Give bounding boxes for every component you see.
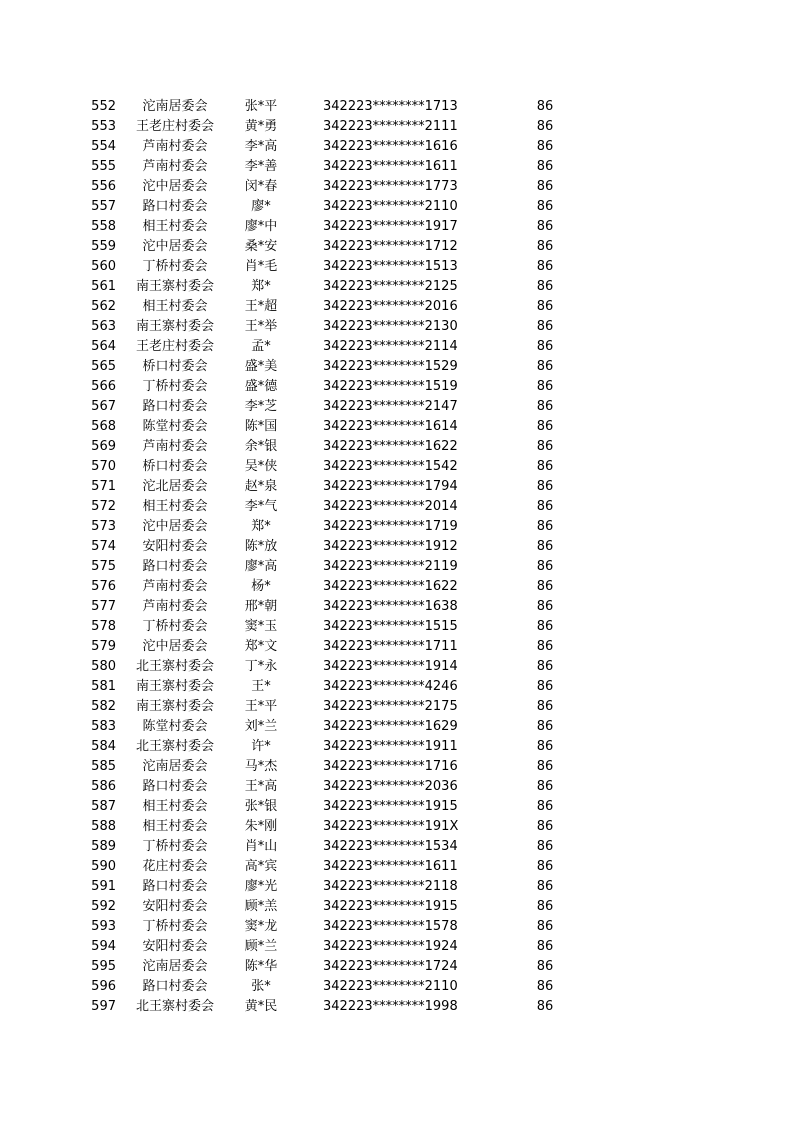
- unit-name: 芦南村委会: [142, 139, 208, 154]
- person-name: 盛*美: [244, 359, 278, 374]
- table-row: [0, 857, 793, 877]
- table-row: [0, 217, 793, 237]
- person-name: 杨*: [251, 579, 271, 594]
- amount-value: 86: [536, 259, 554, 274]
- row-number: 571: [91, 479, 116, 494]
- amount-value: 86: [536, 359, 554, 374]
- row-number: 593: [91, 919, 116, 934]
- table-row: [0, 557, 793, 577]
- person-name: 窦*玉: [244, 619, 278, 634]
- person-name: 陈*国: [244, 419, 278, 434]
- row-number: 576: [91, 579, 116, 594]
- unit-name: 相王村委会: [142, 799, 208, 814]
- person-name: 陈*华: [244, 959, 278, 974]
- unit-name: 芦南村委会: [142, 579, 208, 594]
- amount-value: 86: [536, 879, 554, 894]
- row-number: 597: [91, 999, 116, 1014]
- row-number: 585: [91, 759, 116, 774]
- unit-name: 沱南居委会: [142, 99, 208, 114]
- row-number: 552: [91, 99, 116, 114]
- id-number: 342223********1915: [323, 799, 458, 814]
- table-row: [0, 357, 793, 377]
- person-name: 张*平: [244, 99, 278, 114]
- amount-value: 86: [536, 799, 554, 814]
- unit-name: 陈堂村委会: [142, 419, 208, 434]
- id-number: 342223********1529: [323, 359, 458, 374]
- row-number: 578: [91, 619, 116, 634]
- table-row: [0, 537, 793, 557]
- unit-name: 北王寨村委会: [135, 739, 214, 754]
- table-row: [0, 657, 793, 677]
- person-name: 李*善: [244, 159, 278, 174]
- row-number: 591: [91, 879, 116, 894]
- table-row: [0, 197, 793, 217]
- row-number: 560: [91, 259, 116, 274]
- row-number: 562: [91, 299, 116, 314]
- person-name: 黄*民: [244, 999, 278, 1014]
- id-number: 342223********2110: [323, 199, 458, 214]
- person-name: 王*高: [244, 779, 278, 794]
- row-number: 589: [91, 839, 116, 854]
- row-number: 557: [91, 199, 116, 214]
- id-number: 342223********1611: [323, 159, 458, 174]
- unit-name: 沱中居委会: [142, 179, 208, 194]
- table-row: [0, 397, 793, 417]
- unit-name: 相王村委会: [142, 219, 208, 234]
- unit-name: 路口村委会: [142, 559, 208, 574]
- id-number: 342223********2036: [323, 779, 458, 794]
- row-number: 564: [91, 339, 116, 354]
- id-number: 342223********1542: [323, 459, 458, 474]
- person-name: 郑*: [251, 279, 271, 294]
- amount-value: 86: [536, 519, 554, 534]
- table-row: [0, 97, 793, 117]
- row-number: 588: [91, 819, 116, 834]
- person-name: 邢*朝: [244, 599, 278, 614]
- row-number: 570: [91, 459, 116, 474]
- table-row: [0, 117, 793, 137]
- id-number: 342223********1622: [323, 439, 458, 454]
- unit-name: 相王村委会: [142, 819, 208, 834]
- row-number: 558: [91, 219, 116, 234]
- amount-value: 86: [536, 859, 554, 874]
- row-number: 580: [91, 659, 116, 674]
- unit-name: 芦南村委会: [142, 599, 208, 614]
- row-number: 586: [91, 779, 116, 794]
- row-number: 565: [91, 359, 116, 374]
- table-row: [0, 297, 793, 317]
- table-row: [0, 897, 793, 917]
- unit-name: 南王寨村委会: [135, 699, 214, 714]
- table-row: [0, 717, 793, 737]
- person-name: 廖*中: [244, 219, 278, 234]
- id-number: 342223********1629: [323, 719, 458, 734]
- row-number: 561: [91, 279, 116, 294]
- unit-name: 北王寨村委会: [135, 999, 214, 1014]
- table-row: [0, 997, 793, 1017]
- table-row: [0, 337, 793, 357]
- amount-value: 86: [536, 479, 554, 494]
- id-number: 342223********1713: [323, 99, 458, 114]
- table-row: [0, 597, 793, 617]
- id-number: 342223********1917: [323, 219, 458, 234]
- table-row: [0, 917, 793, 937]
- row-number: 583: [91, 719, 116, 734]
- id-number: 342223********1773: [323, 179, 458, 194]
- person-name: 李*高: [244, 139, 278, 154]
- table-row: [0, 457, 793, 477]
- row-number: 577: [91, 599, 116, 614]
- unit-name: 南王寨村委会: [135, 319, 214, 334]
- amount-value: 86: [536, 539, 554, 554]
- id-number: 342223********1712: [323, 239, 458, 254]
- unit-name: 路口村委会: [142, 779, 208, 794]
- unit-name: 安阳村委会: [142, 939, 208, 954]
- person-name: 廖*: [251, 199, 271, 214]
- unit-name: 芦南村委会: [142, 159, 208, 174]
- id-number: 342223********1711: [323, 639, 458, 654]
- amount-value: 86: [536, 159, 554, 174]
- person-name: 郑*文: [244, 639, 278, 654]
- amount-value: 86: [536, 979, 554, 994]
- row-number: 574: [91, 539, 116, 554]
- amount-value: 86: [536, 299, 554, 314]
- row-number: 592: [91, 899, 116, 914]
- amount-value: 86: [536, 679, 554, 694]
- amount-value: 86: [536, 239, 554, 254]
- row-number: 584: [91, 739, 116, 754]
- amount-value: 86: [536, 959, 554, 974]
- unit-name: 安阳村委会: [142, 899, 208, 914]
- person-name: 桑*安: [244, 239, 278, 254]
- table-row: [0, 477, 793, 497]
- id-number: 342223********2118: [323, 879, 458, 894]
- id-number: 342223********1515: [323, 619, 458, 634]
- unit-name: 路口村委会: [142, 199, 208, 214]
- amount-value: 86: [536, 919, 554, 934]
- unit-name: 沱南居委会: [142, 759, 208, 774]
- amount-value: 86: [536, 599, 554, 614]
- amount-value: 86: [536, 659, 554, 674]
- unit-name: 安阳村委会: [142, 539, 208, 554]
- table-row: [0, 417, 793, 437]
- id-number: 342223********1998: [323, 999, 458, 1014]
- row-number: 556: [91, 179, 116, 194]
- table-row: [0, 257, 793, 277]
- amount-value: 86: [536, 419, 554, 434]
- unit-name: 北王寨村委会: [135, 659, 214, 674]
- row-number: 594: [91, 939, 116, 954]
- table-row: [0, 757, 793, 777]
- amount-value: 86: [536, 219, 554, 234]
- id-number: 342223********2147: [323, 399, 458, 414]
- row-number: 596: [91, 979, 116, 994]
- id-number: 342223********1519: [323, 379, 458, 394]
- person-name: 王*举: [244, 319, 278, 334]
- person-name: 黄*勇: [244, 119, 278, 134]
- row-number: 559: [91, 239, 116, 254]
- unit-name: 丁桥村委会: [142, 379, 208, 394]
- amount-value: 86: [536, 739, 554, 754]
- amount-value: 86: [536, 499, 554, 514]
- person-name: 李*气: [244, 499, 278, 514]
- unit-name: 南王寨村委会: [135, 679, 214, 694]
- id-number: 342223********2125: [323, 279, 458, 294]
- id-number: 342223********1911: [323, 739, 458, 754]
- row-number: 553: [91, 119, 116, 134]
- table-row: [0, 497, 793, 517]
- table-row: [0, 137, 793, 157]
- amount-value: 86: [536, 459, 554, 474]
- unit-name: 丁桥村委会: [142, 919, 208, 934]
- id-number: 342223********1716: [323, 759, 458, 774]
- table-row: [0, 617, 793, 637]
- id-number: 342223********1719: [323, 519, 458, 534]
- amount-value: 86: [536, 99, 554, 114]
- unit-name: 路口村委会: [142, 399, 208, 414]
- person-name: 闵*春: [244, 179, 278, 194]
- person-name: 窦*龙: [244, 919, 278, 934]
- amount-value: 86: [536, 899, 554, 914]
- row-number: 569: [91, 439, 116, 454]
- id-number: 342223********1611: [323, 859, 458, 874]
- person-name: 李*芝: [244, 399, 278, 414]
- amount-value: 86: [536, 339, 554, 354]
- table-row: [0, 317, 793, 337]
- table-row: [0, 437, 793, 457]
- person-name: 郑*: [251, 519, 271, 534]
- row-number: 582: [91, 699, 116, 714]
- unit-name: 沱中居委会: [142, 239, 208, 254]
- amount-value: 86: [536, 819, 554, 834]
- id-number: 342223********1622: [323, 579, 458, 594]
- table-row: [0, 777, 793, 797]
- id-number: 342223********2119: [323, 559, 458, 574]
- table-row: [0, 637, 793, 657]
- row-number: 568: [91, 419, 116, 434]
- row-number: 573: [91, 519, 116, 534]
- amount-value: 86: [536, 199, 554, 214]
- row-number: 587: [91, 799, 116, 814]
- table-row: [0, 377, 793, 397]
- person-name: 肖*毛: [244, 259, 278, 274]
- person-name: 赵*泉: [244, 479, 278, 494]
- amount-value: 86: [536, 999, 554, 1014]
- person-name: 孟*: [251, 339, 271, 354]
- table-row: [0, 157, 793, 177]
- id-number: 342223********4246: [323, 679, 458, 694]
- person-name: 张*: [251, 979, 271, 994]
- document-table: [0, 97, 793, 1017]
- amount-value: 86: [536, 619, 554, 634]
- unit-name: 丁桥村委会: [142, 259, 208, 274]
- person-name: 马*杰: [244, 759, 278, 774]
- person-name: 朱*刚: [244, 819, 278, 834]
- id-number: 342223********1578: [323, 919, 458, 934]
- person-name: 肖*山: [244, 839, 278, 854]
- person-name: 吴*侠: [244, 459, 278, 474]
- unit-name: 沱中居委会: [142, 519, 208, 534]
- row-number: 555: [91, 159, 116, 174]
- person-name: 王*: [251, 679, 271, 694]
- amount-value: 86: [536, 559, 554, 574]
- table-row: [0, 837, 793, 857]
- person-name: 廖*高: [244, 559, 278, 574]
- unit-name: 路口村委会: [142, 879, 208, 894]
- unit-name: 相王村委会: [142, 499, 208, 514]
- row-number: 572: [91, 499, 116, 514]
- amount-value: 86: [536, 139, 554, 154]
- amount-value: 86: [536, 759, 554, 774]
- row-number: 595: [91, 959, 116, 974]
- table-row: [0, 877, 793, 897]
- row-number: 554: [91, 139, 116, 154]
- id-number: 342223********2016: [323, 299, 458, 314]
- row-number: 566: [91, 379, 116, 394]
- table-row: [0, 817, 793, 837]
- row-number: 579: [91, 639, 116, 654]
- id-number: 342223********1724: [323, 959, 458, 974]
- row-number: 590: [91, 859, 116, 874]
- id-number: 342223********2114: [323, 339, 458, 354]
- person-name: 陈*放: [244, 539, 278, 554]
- person-name: 丁*永: [244, 659, 278, 674]
- id-number: 342223********1614: [323, 419, 458, 434]
- person-name: 盛*德: [244, 379, 278, 394]
- amount-value: 86: [536, 779, 554, 794]
- id-number: 342223********2175: [323, 699, 458, 714]
- amount-value: 86: [536, 379, 554, 394]
- table-row: [0, 237, 793, 257]
- unit-name: 相王村委会: [142, 299, 208, 314]
- unit-name: 沱南居委会: [142, 959, 208, 974]
- amount-value: 86: [536, 279, 554, 294]
- id-number: 342223********1794: [323, 479, 458, 494]
- person-name: 王*平: [244, 699, 278, 714]
- id-number: 342223********1638: [323, 599, 458, 614]
- table-row: [0, 517, 793, 537]
- unit-name: 沱北居委会: [142, 479, 208, 494]
- id-number: 342223********191X: [323, 819, 459, 834]
- id-number: 342223********2110: [323, 979, 458, 994]
- person-name: 张*银: [244, 799, 278, 814]
- id-number: 342223********2111: [323, 119, 458, 134]
- unit-name: 桥口村委会: [142, 359, 208, 374]
- amount-value: 86: [536, 639, 554, 654]
- person-name: 余*银: [244, 439, 278, 454]
- table-row: [0, 957, 793, 977]
- row-number: 563: [91, 319, 116, 334]
- amount-value: 86: [536, 839, 554, 854]
- id-number: 342223********1534: [323, 839, 458, 854]
- id-number: 342223********1924: [323, 939, 458, 954]
- id-number: 342223********1914: [323, 659, 458, 674]
- person-name: 刘*兰: [244, 719, 278, 734]
- unit-name: 南王寨村委会: [135, 279, 214, 294]
- amount-value: 86: [536, 399, 554, 414]
- id-number: 342223********1912: [323, 539, 458, 554]
- table-row: [0, 697, 793, 717]
- unit-name: 丁桥村委会: [142, 619, 208, 634]
- person-name: 顾*羔: [244, 899, 278, 914]
- table-row: [0, 277, 793, 297]
- row-number: 581: [91, 679, 116, 694]
- person-name: 顾*兰: [244, 939, 278, 954]
- unit-name: 王老庄村委会: [135, 339, 214, 354]
- table-row: [0, 937, 793, 957]
- amount-value: 86: [536, 119, 554, 134]
- unit-name: 沱中居委会: [142, 639, 208, 654]
- unit-name: 花庄村委会: [142, 859, 208, 874]
- amount-value: 86: [536, 719, 554, 734]
- table-row: [0, 797, 793, 817]
- person-name: 廖*光: [244, 879, 278, 894]
- table-row: [0, 577, 793, 597]
- amount-value: 86: [536, 939, 554, 954]
- table-row: [0, 177, 793, 197]
- amount-value: 86: [536, 179, 554, 194]
- amount-value: 86: [536, 699, 554, 714]
- id-number: 342223********1915: [323, 899, 458, 914]
- table-row: [0, 977, 793, 997]
- unit-name: 丁桥村委会: [142, 839, 208, 854]
- person-name: 许*: [251, 739, 271, 754]
- table-row: [0, 677, 793, 697]
- person-name: 高*宾: [244, 859, 278, 874]
- unit-name: 路口村委会: [142, 979, 208, 994]
- person-name: 王*超: [244, 299, 278, 314]
- id-number: 342223********1513: [323, 259, 458, 274]
- unit-name: 王老庄村委会: [135, 119, 214, 134]
- id-number: 342223********2130: [323, 319, 458, 334]
- amount-value: 86: [536, 439, 554, 454]
- unit-name: 陈堂村委会: [142, 719, 208, 734]
- amount-value: 86: [536, 579, 554, 594]
- id-number: 342223********2014: [323, 499, 458, 514]
- unit-name: 芦南村委会: [142, 439, 208, 454]
- id-number: 342223********1616: [323, 139, 458, 154]
- row-number: 575: [91, 559, 116, 574]
- table-row: [0, 737, 793, 757]
- row-number: 567: [91, 399, 116, 414]
- unit-name: 桥口村委会: [142, 459, 208, 474]
- amount-value: 86: [536, 319, 554, 334]
